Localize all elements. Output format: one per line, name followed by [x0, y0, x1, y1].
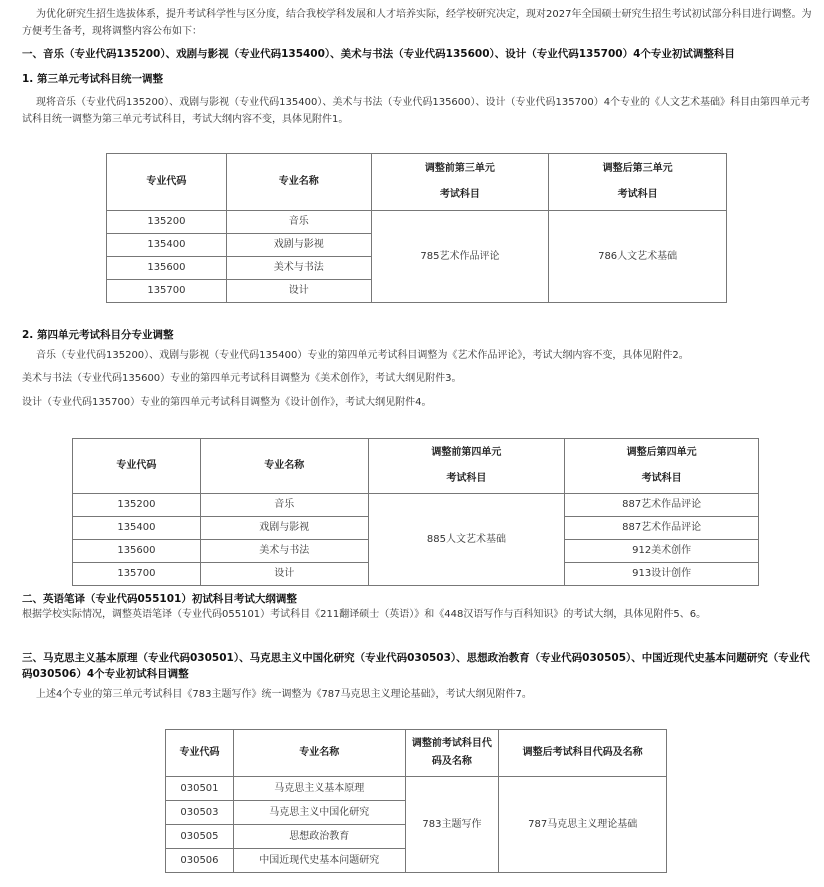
table-cell-code: 135400	[107, 234, 227, 257]
table-cell-name: 戏剧与影视	[200, 517, 368, 540]
table-cell-name: 美术与书法	[226, 257, 371, 280]
table-cell-name: 中国近现代史基本问题研究	[233, 849, 405, 873]
table-cell-code: 030505	[166, 825, 234, 849]
th-name: 专业名称	[226, 154, 371, 211]
section1-heading: 一、音乐（专业代码135200）、戏剧与影视（专业代码135400）、美术与书法（专业代码135600）、设计（专业代码135700）4个专业初试调整科目	[22, 48, 735, 60]
table-cell-after: 913设计创作	[565, 563, 759, 586]
table-cell-after: 887艺术作品评论	[565, 517, 759, 540]
table-cell-code: 135200	[73, 494, 201, 517]
table-cell-code: 135700	[73, 563, 201, 586]
table-cell-code: 135200	[107, 211, 227, 234]
table-cell-code: 135600	[107, 257, 227, 280]
th-name: 专业名称	[200, 439, 368, 494]
table-fourth-unit	[72, 438, 759, 586]
section1-sub2-line2: 美术与书法（专业代码135600）专业的第四单元考试科目调整为《美术创作》，考试大纲见附件3。	[22, 373, 462, 384]
table-cell-name: 马克思主义基本原理	[233, 777, 405, 801]
th-after: 调整后考试科目代码及名称	[499, 730, 667, 777]
table-cell-code: 030501	[166, 777, 234, 801]
section2-text: 根据学校实际情况，调整英语笔译（专业代码055101）考试科目《211翻译硕士（英语）》和《448汉语写作与百科知识》的考试大纲，具体见附件5、6。	[22, 609, 707, 620]
table-cell-code: 030503	[166, 801, 234, 825]
table-cell-code: 030506	[166, 849, 234, 873]
table-cell-after: 787马克思主义理论基础	[499, 777, 667, 873]
table-cell-after: 887艺术作品评论	[565, 494, 759, 517]
th-before: 调整前第四单元 考试科目	[368, 439, 565, 494]
section1-sub2-line1: 音乐（专业代码135200）、戏剧与影视（专业代码135400）专业的第四单元考试科目调整为《艺术作品评论》，考试大纲内容不变，具体见附件2。	[36, 350, 689, 361]
intro-paragraph: 为优化研究生招生选拔体系，提升考试科学性与区分度，结合我校学科发展和人才培养实际，经学校研究决定，现对2027年全国硕士研究生招生考试初试部分科目进行调整。为方便考生备考，现将调整内容公布如下：	[22, 9, 812, 37]
table-cell-name: 设计	[226, 280, 371, 303]
th-before: 调整前第三单元 考试科目	[371, 154, 549, 211]
table-cell-code: 135700	[107, 280, 227, 303]
th-after: 调整后第三单元 考试科目	[549, 154, 727, 211]
table-cell-name: 马克思主义中国化研究	[233, 801, 405, 825]
section1-sub2-line3: 设计（专业代码135700）专业的第四单元考试科目调整为《设计创作》，考试大纲见附件4。	[22, 397, 432, 408]
table-cell-name: 设计	[200, 563, 368, 586]
section1-sub2-heading: 2. 第四单元考试科目分专业调整	[22, 329, 174, 341]
th-after: 调整后第四单元 考试科目	[565, 439, 759, 494]
th-code: 专业代码	[166, 730, 234, 777]
th-code: 专业代码	[107, 154, 227, 211]
table-cell-code: 135600	[73, 540, 201, 563]
table-cell-name: 美术与书法	[200, 540, 368, 563]
table-cell-name: 音乐	[226, 211, 371, 234]
th-before: 调整前考试科目代 码及名称	[405, 730, 499, 777]
table-cell-name: 思想政治教育	[233, 825, 405, 849]
table-marxism	[165, 729, 667, 873]
th-name: 专业名称	[233, 730, 405, 777]
table-cell-before: 785艺术作品评论	[371, 211, 549, 303]
table-cell-before: 885人文艺术基础	[368, 494, 565, 586]
table-third-unit	[106, 153, 727, 303]
table-cell-before: 783主题写作	[405, 777, 499, 873]
table-cell-code: 135400	[73, 517, 201, 540]
section3-heading: 三、马克思主义基本原理（专业代码030501）、马克思主义中国化研究（专业代码030503）、思想政治教育（专业代码030505）、中国近现代史基本问题研究（专业代码030506）4个专业初试科目调整	[22, 652, 810, 680]
section1-sub1-text: 现将音乐（专业代码135200）、戏剧与影视（专业代码135400）、美术与书法（专业代码135600）、设计（专业代码135700）4个专业的《人文艺术基础》科目由第四单元考试科目统一调整为第三单元考试科目，考试大纲内容不变，具体见附件1。	[22, 97, 811, 125]
table-cell-name: 戏剧与影视	[226, 234, 371, 257]
th-code: 专业代码	[73, 439, 201, 494]
section2-heading: 二、英语笔译（专业代码055101）初试科目考试大纲调整	[22, 593, 297, 605]
section1-sub1-heading: 1. 第三单元考试科目统一调整	[22, 73, 163, 85]
section3-text: 上述4个专业的第三单元考试科目《783主题写作》统一调整为《787马克思主义理论基础》，考试大纲见附件7。	[36, 689, 532, 700]
table-cell-after: 786人文艺术基础	[549, 211, 727, 303]
table-cell-after: 912美术创作	[565, 540, 759, 563]
table-cell-name: 音乐	[200, 494, 368, 517]
